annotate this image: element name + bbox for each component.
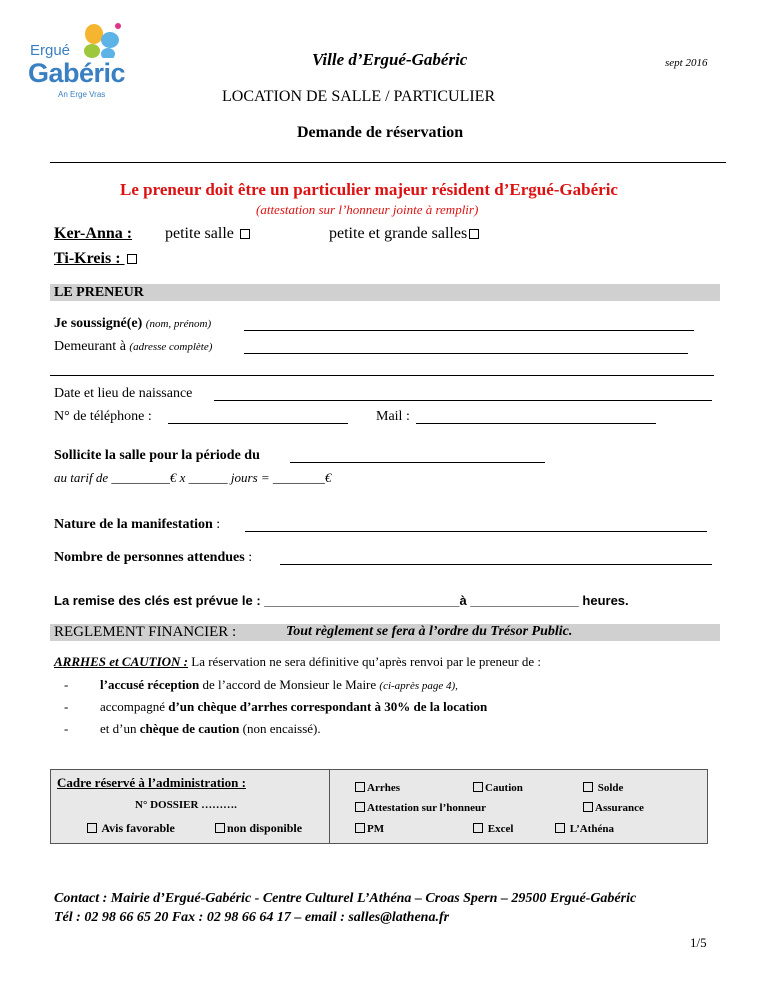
list-item (100, 721, 321, 737)
excel-option[interactable] (471, 823, 513, 835)
section-title-preneur: LE PRENEUR (54, 285, 144, 300)
caution-label: Caution (485, 782, 523, 794)
telephone-label: N° de téléphone : (54, 409, 152, 424)
non-disponible-option[interactable] (213, 821, 302, 836)
pm-option[interactable] (353, 823, 384, 835)
nombre-label: Nombre de personnes attendues (54, 550, 245, 565)
tarif-line[interactable]: au tarif de _________€ x ______ jours = ________€ (54, 470, 332, 485)
item1-bold: l’accusé réception (100, 677, 200, 692)
item3-note: (non encaissé). (242, 721, 321, 736)
naissance-label: Date et lieu de naissance (54, 386, 193, 401)
item2-bold: d’un chèque d’arrhes correspondant à 30% de la location (168, 699, 488, 714)
adresse-hint: (adresse complète) (129, 341, 213, 353)
assurance-option[interactable] (581, 802, 644, 814)
bullet-dash: - (64, 677, 69, 692)
soussigne-field[interactable] (54, 316, 211, 332)
admin-box (50, 769, 708, 844)
checkbox-icon[interactable] (355, 823, 365, 833)
ti-kreis-option[interactable] (54, 250, 139, 268)
adresse-line-2[interactable] (50, 375, 714, 376)
petite-grande-option[interactable] (329, 225, 481, 243)
ker-anna-label: Ker-Anna : (54, 225, 133, 242)
checkbox-icon[interactable] (240, 229, 250, 239)
demeurant-field[interactable] (54, 339, 212, 355)
assurance-label: Assurance (595, 802, 644, 814)
page-number: 1/5 (690, 935, 707, 950)
checkbox-icon[interactable] (355, 782, 365, 792)
page-title: LOCATION DE SALLE / PARTICULIER (222, 88, 496, 105)
remise-cles[interactable]: La remise des clés est prévue le : ___________________________à _______________ heures. (54, 593, 629, 608)
nature-line[interactable] (245, 531, 707, 532)
petite-salle-option[interactable] (165, 225, 252, 243)
checkbox-icon[interactable] (215, 823, 225, 833)
nature-label: Nature de la manifestation (54, 517, 213, 532)
ergue-gaberic-logo (18, 18, 130, 98)
checkbox-icon[interactable] (355, 802, 365, 812)
checkbox-icon[interactable] (473, 782, 483, 792)
avis-favorable-option[interactable] (85, 821, 175, 836)
caution-option[interactable] (471, 782, 523, 794)
naissance-line[interactable] (214, 400, 712, 401)
checkbox-icon[interactable] (469, 229, 479, 239)
petite-salle-label: petite salle (165, 225, 234, 242)
pm-label: PM (367, 823, 385, 835)
arrhes-caution-text: La réservation ne sera définitive qu’après renvoi par le preneur de : (191, 654, 542, 669)
soussigne-line[interactable] (244, 330, 694, 331)
nombre-line[interactable] (280, 564, 712, 565)
bullet-dash: - (64, 699, 69, 714)
arrhes-caution-label: ARRHES et CAUTION : (54, 654, 188, 669)
periode-line[interactable] (290, 462, 545, 463)
athena-label: L’Athéna (569, 823, 614, 835)
periode-label: Sollicite la salle pour la période du (54, 448, 260, 463)
page-subtitle: Demande de réservation (297, 124, 464, 141)
checkbox-icon[interactable] (555, 823, 565, 833)
arrhes-option[interactable] (353, 782, 400, 794)
ti-kreis-label: Ti-Kreis : (54, 250, 121, 267)
checkbox-icon[interactable] (87, 823, 97, 833)
section-title-reglement: REGLEMENT FINANCIER : (54, 624, 237, 640)
checkbox-icon[interactable] (583, 802, 593, 812)
item3-bold: chèque de caution (139, 721, 240, 736)
item1-text: de l’accord de Monsieur le Maire (202, 677, 377, 692)
admin-title: Cadre réservé à l’administration : (57, 775, 246, 790)
contact-line-1: Contact : Mairie d’Ergué-Gabéric - Centre Culturel L’Athéna – Croas Spern – 29500 Ergué-Gabéric (54, 891, 637, 906)
dossier-number: N° DOSSIER ………. (135, 799, 237, 811)
checkbox-icon[interactable] (473, 823, 483, 833)
attestation-option[interactable] (353, 802, 486, 814)
section-bar-preneur (50, 284, 720, 301)
admin-left-panel (51, 770, 330, 843)
header-divider (50, 162, 726, 163)
mail-label: Mail : (376, 409, 410, 424)
attestation-note: (attestation sur l’honneur jointe à remplir) (256, 202, 479, 217)
adresse-line[interactable] (244, 353, 688, 354)
non-disponible-label: non disponible (227, 821, 303, 835)
logo-tagline: An Erge Vras (58, 90, 106, 99)
logo-line2: Gabéric (28, 58, 126, 88)
item1-note: (ci-après page 4), (379, 680, 458, 692)
nombre-field[interactable]: Nombre de personnes attendues : (54, 550, 253, 565)
item2-text: accompagné (100, 699, 165, 714)
mail-line[interactable] (416, 423, 656, 424)
item3-text: et d’un (100, 721, 137, 736)
list-item (100, 699, 487, 715)
list-item (100, 677, 458, 693)
solde-option[interactable] (581, 782, 623, 794)
telephone-line[interactable] (168, 423, 348, 424)
attestation-label: Attestation sur l’honneur (367, 802, 486, 814)
bullet-dash: - (64, 721, 69, 736)
logo-line1: Ergué (30, 42, 71, 59)
nature-field[interactable]: Nature de la manifestation : (54, 517, 221, 532)
demeurant-label: Demeurant à (54, 339, 126, 354)
arrhes-paragraph (54, 654, 541, 670)
checkbox-icon[interactable] (583, 782, 593, 792)
excel-label: Excel (487, 823, 514, 835)
document-date: sept 2016 (665, 57, 708, 69)
city-name: Ville d’Ergué-Gabéric (312, 50, 468, 69)
athena-option[interactable] (553, 823, 614, 835)
solde-label: Solde (597, 782, 624, 794)
nom-prenom-hint: (nom, prénom) (145, 318, 212, 330)
soussigne-label: Je soussigné(e) (54, 316, 143, 331)
contact-line-2: Tél : 02 98 66 65 20 Fax : 02 98 66 64 17 – email : salles@lathena.fr (54, 910, 450, 925)
checkbox-icon[interactable] (127, 254, 137, 264)
resident-notice: Le preneur doit être un particulier majeur résident d’Ergué-Gabéric (120, 180, 618, 199)
petite-grande-label: petite et grande salles (329, 225, 468, 242)
tresor-note: Tout règlement se fera à l’ordre du Trésor Public. (286, 624, 573, 639)
avis-favorable-label: Avis favorable (101, 821, 175, 835)
arrhes-label: Arrhes (367, 782, 400, 794)
